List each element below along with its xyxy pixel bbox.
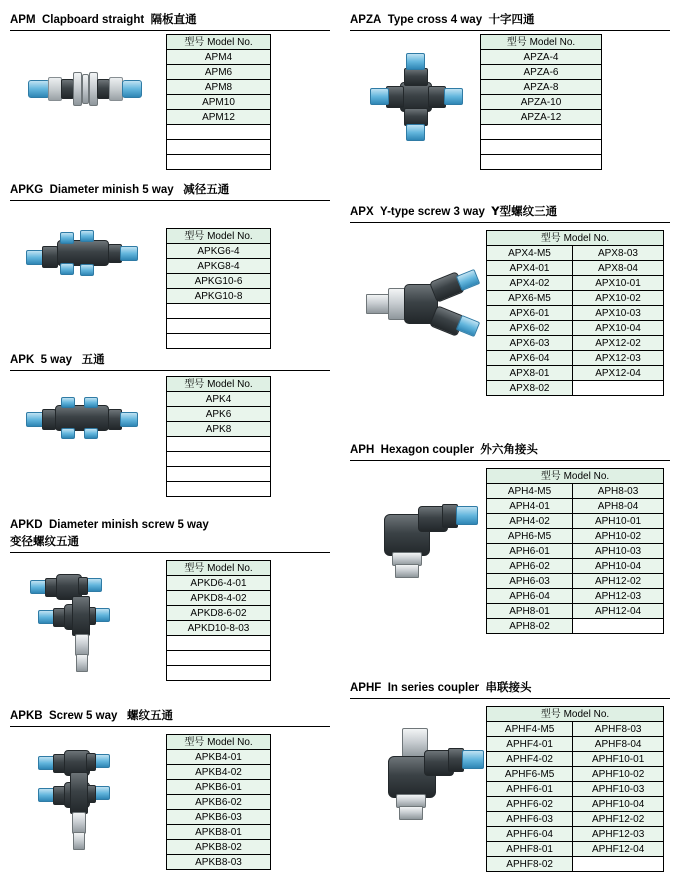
table-row: APH10-03 [573, 544, 664, 559]
section-name-cn: 外六角接头 [480, 442, 538, 456]
section-code: APHF [350, 682, 382, 694]
table-row: APHF4-M5 [487, 722, 573, 737]
figure-bulkhead-union-straight [28, 60, 138, 120]
table-row: APHF6-M5 [487, 767, 573, 782]
table-aphf [486, 706, 664, 872]
divider [350, 222, 670, 223]
table-row: APX6-03 [487, 336, 573, 351]
table-row [167, 437, 271, 452]
table-row: APH8-03 [573, 484, 664, 499]
divider [10, 200, 330, 201]
section-title-apza [350, 12, 535, 28]
section-title-aphf [350, 680, 532, 696]
table-row: APKB6-03 [167, 810, 271, 825]
table-row: APH12-03 [573, 589, 664, 604]
table-apkg [166, 228, 271, 349]
table-row: APK6 [167, 407, 271, 422]
table-row [167, 140, 271, 155]
table-row: APX4-M5 [487, 246, 573, 261]
figure-screw-5-way [34, 744, 154, 854]
table-header-aph: 型号 Model No. [487, 469, 664, 484]
section-apm [10, 12, 197, 28]
section-code: APX [350, 206, 374, 218]
table-row: APH4-M5 [487, 484, 573, 499]
table-row [167, 155, 271, 170]
table-row: APKD8-6-02 [167, 606, 271, 621]
table-row: APX8-04 [572, 261, 663, 276]
table-row [481, 125, 602, 140]
divider [10, 30, 330, 31]
section-name-en: Y-type screw 3 way [380, 206, 485, 218]
table-row [167, 666, 271, 681]
section-apkb [10, 708, 173, 724]
table-row: APX8-03 [572, 246, 663, 261]
divider [10, 726, 330, 727]
table-row: APX6-M5 [487, 291, 573, 306]
table-row: APK4 [167, 392, 271, 407]
section-apx [350, 204, 557, 220]
section-name-en: Hexagon coupler [380, 444, 474, 456]
divider [350, 460, 670, 461]
figure-cross-4-way [370, 52, 470, 142]
table-row: APKB6-02 [167, 795, 271, 810]
table-row: APX10-03 [572, 306, 663, 321]
table-row: APM6 [167, 65, 271, 80]
table-row: APH6-03 [487, 574, 573, 589]
table-row: APKG8-4 [167, 259, 271, 274]
section-name-cn: 隔板直通 [150, 12, 197, 26]
table-row: APHF4-01 [487, 737, 573, 752]
table-row: APX10-04 [572, 321, 663, 336]
table-row [167, 452, 271, 467]
table-row [572, 381, 663, 396]
figure-y-type-screw-3-way [366, 272, 496, 352]
table-row [167, 467, 271, 482]
section-name-en: In series coupler [387, 682, 480, 694]
table-row: APZA-8 [481, 80, 602, 95]
table-row [481, 140, 602, 155]
table-row: APH4-02 [487, 514, 573, 529]
section-apkd [10, 518, 209, 550]
table-row: APHF6-01 [487, 782, 573, 797]
table-row: APM10 [167, 95, 271, 110]
section-name-cn: 五通 [81, 352, 105, 366]
table-row: APKB8-02 [167, 840, 271, 855]
table-row: APX6-02 [487, 321, 573, 336]
table-row: APHF8-04 [573, 737, 664, 752]
section-name-en: 5 way [40, 354, 72, 366]
table-header-apm: 型号 Model No. [167, 35, 271, 50]
table-row [167, 636, 271, 651]
table-row: APH8-02 [487, 619, 573, 634]
table-row: APZA-6 [481, 65, 602, 80]
table-apza [480, 34, 602, 170]
section-title-apkd [10, 518, 209, 533]
section-code: APM [10, 14, 36, 26]
table-row: APHF12-02 [573, 812, 664, 827]
table-row [573, 619, 664, 634]
table-row: APH12-04 [573, 604, 664, 619]
table-row: APKB8-01 [167, 825, 271, 840]
table-row: APK8 [167, 422, 271, 437]
table-row: APHF6-02 [487, 797, 573, 812]
figure-5-way-cross [24, 388, 144, 444]
section-code: APKG [10, 184, 44, 196]
section-name-cn: Y型螺纹三通 [491, 204, 558, 218]
section-name-cn: 十字四通 [488, 12, 535, 26]
table-row: APH6-04 [487, 589, 573, 604]
section-aphf [350, 680, 532, 696]
table-row: APX12-04 [572, 366, 663, 381]
table-apkd [166, 560, 271, 681]
table-row: APH6-M5 [487, 529, 573, 544]
table-row: APKB4-02 [167, 765, 271, 780]
divider [350, 698, 670, 699]
table-row: APH4-01 [487, 499, 573, 514]
table-row: APKD10-8-03 [167, 621, 271, 636]
table-row: APX4-02 [487, 276, 573, 291]
table-row: APZA-4 [481, 50, 602, 65]
table-row: APH10-04 [573, 559, 664, 574]
section-code: APH [350, 444, 375, 456]
divider [350, 30, 670, 31]
table-row: APKG6-4 [167, 244, 271, 259]
figure-reducing-screw-5-way [28, 570, 148, 680]
right-column [340, 0, 680, 887]
section-title-apkd-cn [10, 534, 209, 550]
table-row: APH10-01 [573, 514, 664, 529]
table-row: APZA-12 [481, 110, 602, 125]
table-row: APX4-01 [487, 261, 573, 276]
table-row [167, 651, 271, 666]
section-name-cn: 串联接头 [485, 680, 532, 694]
table-row: APZA-10 [481, 95, 602, 110]
table-row: APKG10-6 [167, 274, 271, 289]
table-row: APH8-01 [487, 604, 573, 619]
table-row: APH6-01 [487, 544, 573, 559]
table-row: APX6-04 [487, 351, 573, 366]
table-row: APKB6-01 [167, 780, 271, 795]
section-name-cn: 变径螺纹五通 [10, 534, 79, 548]
table-header-apk: 型号 Model No. [167, 377, 271, 392]
section-name-en: Clapboard straight [41, 14, 145, 26]
table-row: APHF6-04 [487, 827, 573, 842]
table-row [573, 857, 664, 872]
section-name-cn: 减径五通 [183, 182, 230, 196]
table-row: APM8 [167, 80, 271, 95]
table-aph [486, 468, 664, 634]
table-header-apkb: 型号 Model No. [167, 735, 271, 750]
table-row: APHF4-02 [487, 752, 573, 767]
section-title-apk [10, 352, 105, 368]
section-code: APKB [10, 710, 43, 722]
table-header-apza: 型号 Model No. [481, 35, 602, 50]
section-title-aph [350, 442, 538, 458]
table-row: APM4 [167, 50, 271, 65]
table-row [167, 334, 271, 349]
table-apkb [166, 734, 271, 870]
table-row: APHF6-03 [487, 812, 573, 827]
table-header-apkd: 型号 Model No. [167, 561, 271, 576]
section-name-cn: 螺纹五通 [126, 708, 173, 722]
section-apk [10, 352, 105, 368]
section-title-apkb [10, 708, 173, 724]
section-title-apx [350, 204, 557, 220]
divider [10, 552, 330, 553]
section-title-apkg [10, 182, 229, 198]
table-row: APX12-03 [572, 351, 663, 366]
section-name-en: Diameter minish screw 5 way [48, 519, 209, 531]
table-row: APHF8-02 [487, 857, 573, 872]
table-row: APHF8-01 [487, 842, 573, 857]
table-row: APHF12-03 [573, 827, 664, 842]
table-row: APKG10-8 [167, 289, 271, 304]
table-row: APHF12-04 [573, 842, 664, 857]
section-code: APZA [350, 14, 382, 26]
table-row: APX6-01 [487, 306, 573, 321]
table-row: APHF10-01 [573, 752, 664, 767]
table-row: APX10-01 [572, 276, 663, 291]
table-row: APHF10-03 [573, 782, 664, 797]
table-header-apkg: 型号 Model No. [167, 229, 271, 244]
figure-hexagon-elbow-coupler [372, 490, 502, 580]
table-row: APHF10-02 [573, 767, 664, 782]
section-code: APKD [10, 519, 43, 531]
table-row: APM12 [167, 110, 271, 125]
table-row: APH12-02 [573, 574, 664, 589]
table-row: APH8-04 [573, 499, 664, 514]
table-row [167, 125, 271, 140]
section-title-apm [10, 12, 197, 28]
section-name-en: Diameter minish 5 way [49, 184, 174, 196]
table-row [167, 482, 271, 497]
section-name-en: Screw 5 way [48, 710, 118, 722]
table-row: APKD8-4-02 [167, 591, 271, 606]
section-aph [350, 442, 538, 458]
table-row: APHF10-04 [573, 797, 664, 812]
figure-reducing-5-way [24, 218, 144, 282]
section-apkg [10, 182, 229, 198]
section-apza [350, 12, 535, 28]
table-row: APKD6-4-01 [167, 576, 271, 591]
table-row [167, 304, 271, 319]
table-row: APHF8-03 [573, 722, 664, 737]
table-row: APX10-02 [572, 291, 663, 306]
table-row [481, 155, 602, 170]
table-row: APH10-02 [573, 529, 664, 544]
figure-in-series-coupler [372, 728, 502, 828]
table-row: APX8-01 [487, 366, 573, 381]
table-header-apx: 型号 Model No. [487, 231, 664, 246]
table-row: APKB4-01 [167, 750, 271, 765]
section-code: APK [10, 354, 35, 366]
table-row: APH6-02 [487, 559, 573, 574]
table-row: APX8-02 [487, 381, 573, 396]
divider [10, 370, 330, 371]
table-row [167, 319, 271, 334]
table-apm [166, 34, 271, 170]
table-apx [486, 230, 664, 396]
table-row: APKB8-03 [167, 855, 271, 870]
table-header-aphf: 型号 Model No. [487, 707, 664, 722]
table-row: APX12-02 [572, 336, 663, 351]
table-apk [166, 376, 271, 497]
section-name-en: Type cross 4 way [387, 14, 483, 26]
